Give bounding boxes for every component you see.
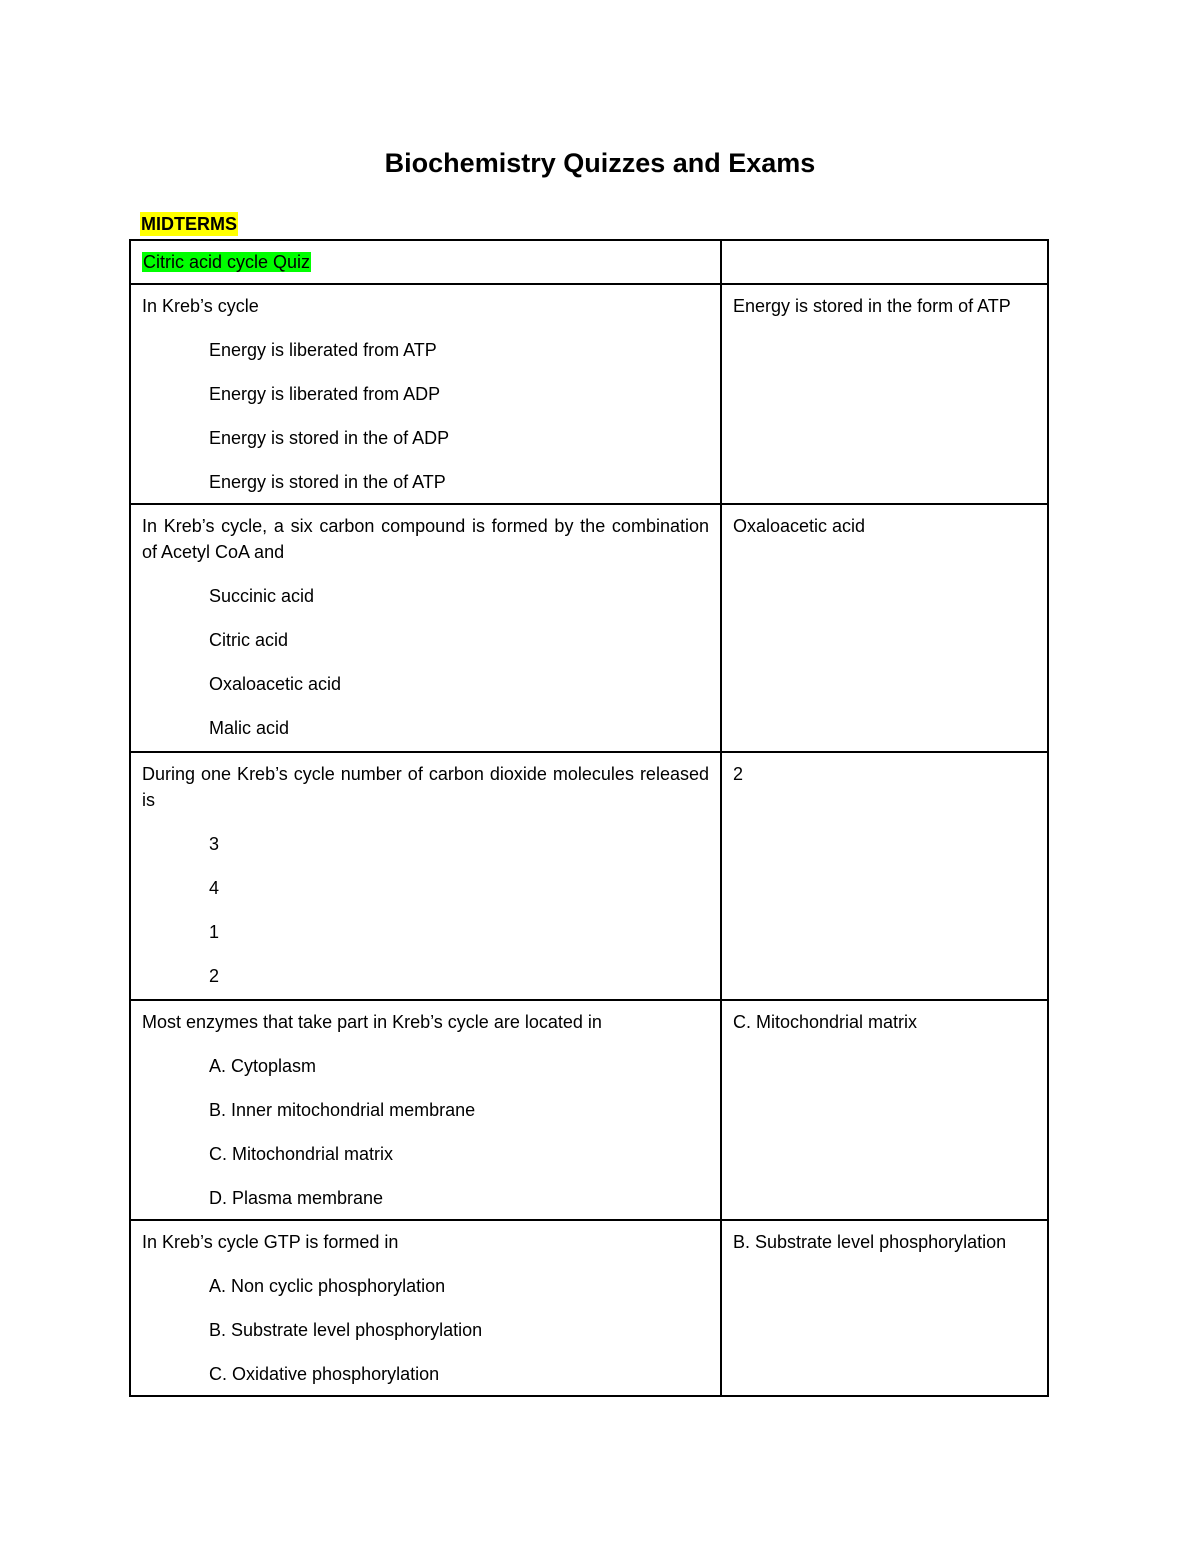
option-list <box>142 337 709 495</box>
option-item: Energy is stored in the of ATP <box>209 472 446 492</box>
option-item: 2 <box>209 966 220 986</box>
answer-cell: 2 <box>721 752 1048 1000</box>
option-item: A. Non cyclic phosphorylation <box>209 1276 446 1296</box>
option-item: B. Substrate level phosphorylation <box>209 1320 483 1340</box>
option-item: Oxaloacetic acid <box>209 674 342 694</box>
question-cell <box>130 284 721 504</box>
option-list <box>142 583 709 741</box>
question-text: In Kreb’s cycle <box>142 296 259 316</box>
option-item: Energy is stored in the of ADP <box>209 428 450 448</box>
option-item: C. Mitochondrial matrix <box>209 1144 394 1164</box>
option-item: 1 <box>209 922 220 942</box>
question-row <box>130 1000 1048 1220</box>
option-item: Succinic acid <box>209 586 315 606</box>
question-row <box>130 284 1048 504</box>
option-item: B. Inner mitochondrial membrane <box>209 1100 476 1120</box>
option-item: 4 <box>209 878 220 898</box>
option-item: Malic acid <box>209 718 290 738</box>
question-text: In Kreb’s cycle GTP is formed in <box>142 1232 399 1252</box>
question-row <box>130 752 1048 1000</box>
option-item: Energy is liberated from ATP <box>209 340 437 360</box>
question-row <box>130 1220 1048 1396</box>
quiz-title: Citric acid cycle Quiz <box>143 252 311 272</box>
question-text: During one Kreb’s cycle number of carbon dioxide molecules released is <box>142 764 709 810</box>
option-item: D. Plasma membrane <box>209 1188 384 1208</box>
answer-cell: C. Mitochondrial matrix <box>721 1000 1048 1220</box>
quiz-header-row <box>130 240 1048 284</box>
question-cell <box>130 504 721 752</box>
option-item: C. Oxidative phosphorylation <box>209 1364 440 1384</box>
question-cell <box>130 1220 721 1396</box>
option-item: Energy is liberated from ADP <box>209 384 441 404</box>
answer-cell: Energy is stored in the form of ATP <box>721 284 1048 504</box>
option-item: A. Cytoplasm <box>209 1056 317 1076</box>
question-text: In Kreb’s cycle, a six carbon compound is formed by the combination of Acetyl CoA and <box>142 516 709 562</box>
answer-cell: B. Substrate level phosphorylation <box>721 1220 1048 1396</box>
option-list <box>142 1273 709 1387</box>
answer-cell: Oxaloacetic acid <box>721 504 1048 752</box>
quiz-table <box>129 239 1049 1397</box>
quiz-title-cell <box>130 240 721 284</box>
question-cell <box>130 1000 721 1220</box>
question-cell <box>130 752 721 1000</box>
question-row <box>130 504 1048 752</box>
section-label-midterms: MIDTERMS <box>141 214 237 234</box>
question-text: Most enzymes that take part in Kreb’s cycle are located in <box>142 1012 602 1032</box>
option-list <box>142 831 709 989</box>
option-item: Citric acid <box>209 630 289 650</box>
page-title: Biochemistry Quizzes and Exams <box>384 148 816 178</box>
quiz-header-empty-cell <box>721 240 1048 284</box>
option-item: 3 <box>209 834 220 854</box>
option-list <box>142 1053 709 1211</box>
